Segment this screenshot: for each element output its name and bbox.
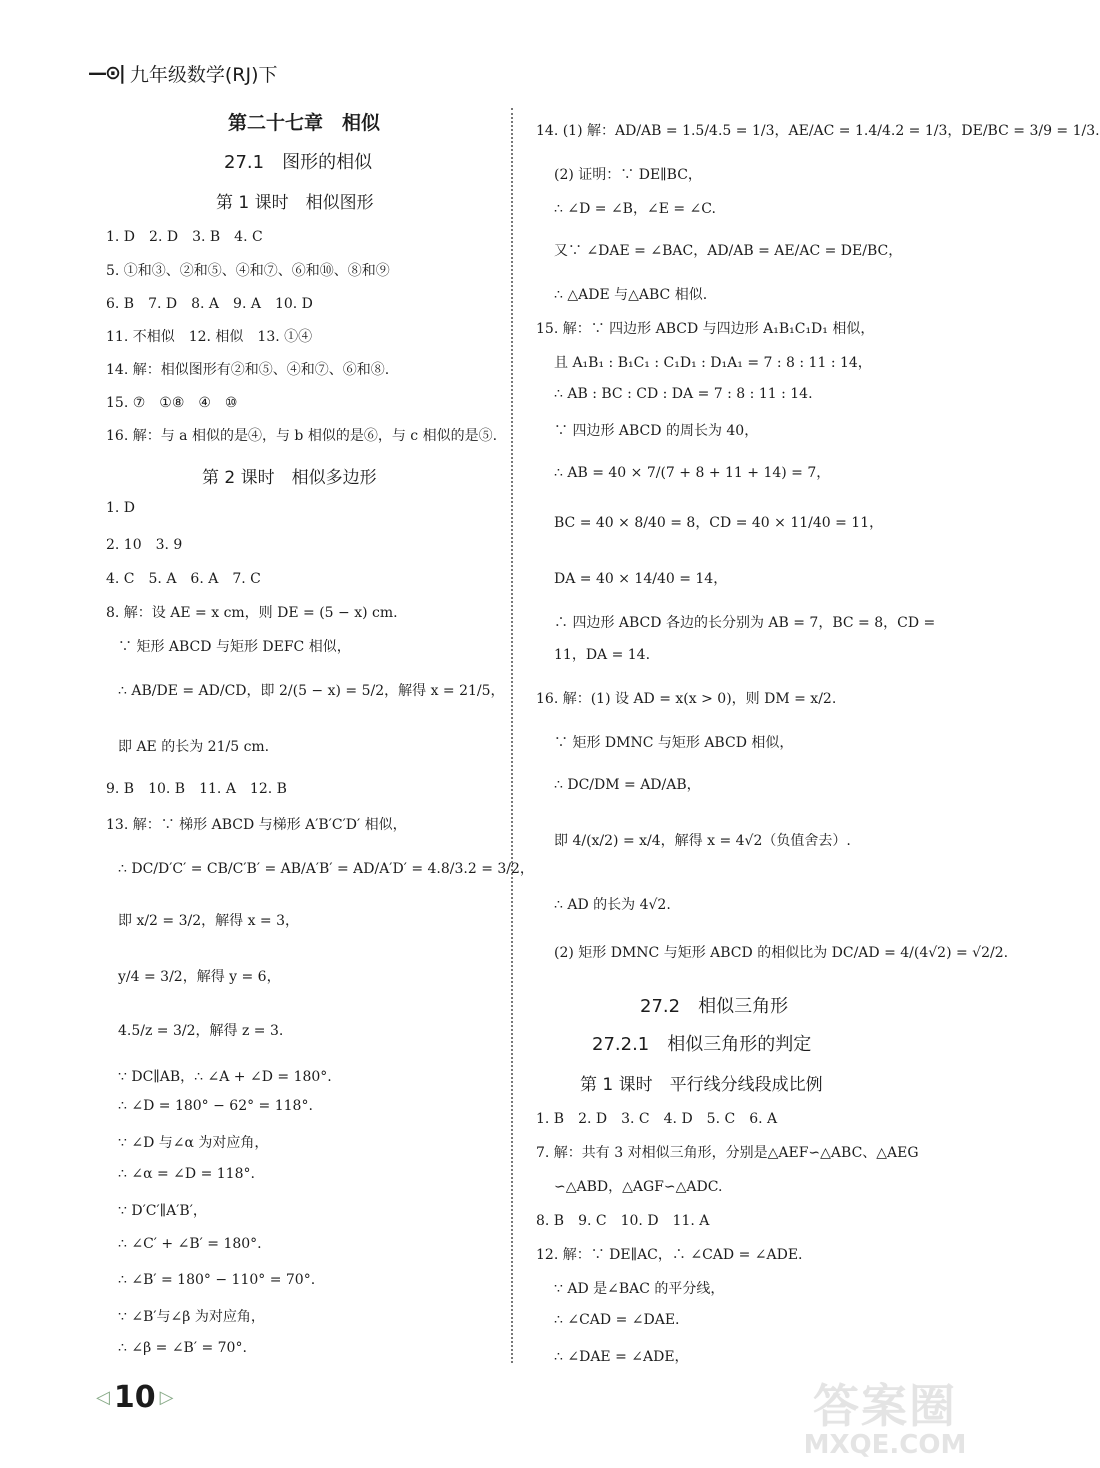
chapter-title: 第二十七章 相似 — [228, 112, 381, 134]
page-header — [88, 58, 278, 88]
answer-line: 1. B 2. D 3. C 4. D 5. C 6. A — [536, 1111, 778, 1127]
answer-line: 16. 解：(1) 设 AD = x(x > 0)，则 DM = x/2. — [536, 691, 837, 707]
answer-line: (2) 证明：∵ DE∥BC， — [554, 167, 702, 183]
answer-line: ∴ AD 的长为 4√2. — [554, 897, 671, 913]
answer-line: 11，DA = 14. — [554, 647, 651, 663]
answer-line: ∵ DC∥AB，∴ ∠A + ∠D = 180°. — [118, 1069, 332, 1085]
answer-line: y/4 = 3/2，解得 y = 6， — [118, 969, 281, 985]
answer-line: 7. 解：共有 3 对相似三角形，分别是△AEF∽△ABC、△AEG — [536, 1145, 919, 1161]
answer-line: 即 x/2 = 3/2，解得 x = 3， — [118, 913, 300, 929]
right-arrow-icon: ▷ — [159, 1387, 174, 1408]
answer-line: ∴ ∠α = ∠D = 118°. — [118, 1166, 255, 1182]
answer-line: 11. 不相似 12. 相似 13. ①④ — [106, 329, 313, 345]
answer-line: 12. 解：∵ DE∥AC，∴ ∠CAD = ∠ADE. — [536, 1247, 803, 1263]
answer-line: ∵ 矩形 ABCD 与矩形 DEFC 相似， — [118, 639, 351, 655]
answer-line: ∴ △ADE 与△ABC 相似. — [554, 287, 708, 303]
answer-line: 16. 解：与 a 相似的是④，与 b 相似的是⑥，与 c 相似的是⑤. — [106, 428, 498, 444]
answer-line: ∴ ∠D = 180° − 62° = 118°. — [118, 1098, 313, 1114]
answer-line: (2) 矩形 DMNC 与矩形 ABCD 的相似比为 DC/AD = 4/(4√2) = √2/2. — [554, 945, 1009, 961]
book-logo: —⊙| — [88, 62, 124, 84]
page-footer — [96, 1380, 173, 1415]
lesson-title: 第 1 课时 平行线分线段成比例 — [580, 1075, 823, 1095]
answer-line: ∵ ∠D 与∠α 为对应角， — [118, 1135, 269, 1151]
answer-line: 8. B 9. C 10. D 11. A — [536, 1213, 710, 1229]
answer-line: ∴ ∠DAE = ∠ADE， — [554, 1349, 689, 1365]
watermark-url: MXQE.COM — [803, 1430, 967, 1460]
answer-line: 4. C 5. A 6. A 7. C — [106, 571, 261, 587]
lesson-title: 第 2 课时 相似多边形 — [202, 468, 377, 488]
answer-line: BC = 40 × 8/40 = 8，CD = 40 × 11/40 = 11， — [554, 515, 884, 531]
answer-line: 6. B 7. D 8. A 9. A 10. D — [106, 296, 313, 312]
answer-line: DA = 40 × 14/40 = 14， — [554, 571, 728, 587]
answer-line: 13. 解：∵ 梯形 ABCD 与梯形 A′B′C′D′ 相似， — [106, 817, 407, 833]
answer-line: ∴ 四边形 ABCD 各边的长分别为 AB = 7，BC = 8，CD = — [554, 615, 936, 631]
subsection-title: 27.2.1 相似三角形的判定 — [592, 1034, 812, 1055]
answer-line: 即 4/(x/2) = x/4，解得 x = 4√2（负值舍去）. — [554, 833, 851, 849]
answer-line: ∵ 矩形 DMNC 与矩形 ABCD 相似， — [554, 735, 794, 751]
answer-line: ∴ AB = 40 × 7/(7 + 8 + 11 + 14) = 7， — [554, 465, 831, 481]
answer-line: 15. ⑦ ①⑧ ④ ⑩ — [106, 395, 238, 411]
answer-line: 4.5/z = 3/2，解得 z = 3. — [118, 1023, 284, 1039]
answer-line: 1. D — [106, 500, 136, 516]
answer-line: 8. 解：设 AE = x cm，则 DE = (5 − x) cm. — [106, 605, 398, 621]
section-title: 27.2 相似三角形 — [640, 996, 789, 1017]
answer-line: ∵ 四边形 ABCD 的周长为 40， — [554, 423, 759, 439]
answer-line: 2. 10 3. 9 — [106, 537, 183, 553]
page-number: 10 — [113, 1380, 156, 1415]
section-title: 27.1 图形的相似 — [224, 152, 373, 173]
answer-line: ∵ AD 是∠BAC 的平分线， — [554, 1281, 725, 1297]
answer-line: ∴ ∠D = ∠B，∠E = ∠C. — [554, 201, 716, 217]
answer-line: ∴ DC/DM = AD/AB， — [554, 777, 701, 793]
answer-line: ∴ ∠CAD = ∠DAE. — [554, 1312, 680, 1328]
answer-line: ∵ D′C′∥A′B′， — [118, 1203, 207, 1219]
answer-line: ∴ DC/D′C′ = CB/C′B′ = AB/A′B′ = AD/A′D′ = 4.8/3.2 = 3/2， — [118, 861, 534, 877]
answer-line: 5. ①和③、②和⑤、④和⑦、⑥和⑩、⑧和⑨ — [106, 263, 390, 279]
column-divider — [511, 108, 513, 1363]
answer-line: 又∵ ∠DAE = ∠BAC，AD/AB = AE/AC = DE/BC， — [554, 243, 903, 259]
answer-line: ∴ ∠C′ + ∠B′ = 180°. — [118, 1236, 262, 1252]
lesson-title: 第 1 课时 相似图形 — [216, 193, 374, 213]
answer-line: ∽△ABD，△AGF∽△ADC. — [554, 1179, 723, 1195]
answer-line: ∴ ∠β = ∠B′ = 70°. — [118, 1340, 247, 1356]
answer-line: 9. B 10. B 11. A 12. B — [106, 781, 287, 797]
answer-line: 14. (1) 解：AD/AB = 1.5/4.5 = 1/3，AE/AC = 1.4/4.2 = 1/3，DE/BC = 3/9 = 1/3. — [536, 123, 1100, 139]
answer-line: 15. 解：∵ 四边形 ABCD 与四边形 A₁B₁C₁D₁ 相似， — [536, 321, 875, 337]
answer-line: 1. D 2. D 3. B 4. C — [106, 229, 263, 245]
answer-line: 14. 解：相似图形有②和⑤、④和⑦、⑥和⑧. — [106, 362, 390, 378]
answer-line: ∴ AB/DE = AD/CD，即 2/(5 − x) = 5/2，解得 x = 21/5， — [118, 683, 505, 699]
answer-line: ∴ AB : BC : CD : DA = 7 : 8 : 11 : 14. — [554, 386, 813, 402]
book-title: 九年级数学(RJ)下 — [129, 63, 278, 86]
left-arrow-icon: ◁ — [96, 1387, 110, 1408]
answer-line: 且 A₁B₁ : B₁C₁ : C₁D₁ : D₁A₁ = 7 : 8 : 11 : 14， — [554, 355, 872, 371]
answer-line: ∴ ∠B′ = 180° − 110° = 70°. — [118, 1272, 316, 1288]
watermark-text: 答案圈 — [813, 1379, 957, 1433]
watermark — [790, 1370, 980, 1460]
answer-line: ∵ ∠B′与∠β 为对应角， — [118, 1309, 265, 1325]
answer-line: 即 AE 的长为 21/5 cm. — [118, 739, 270, 755]
